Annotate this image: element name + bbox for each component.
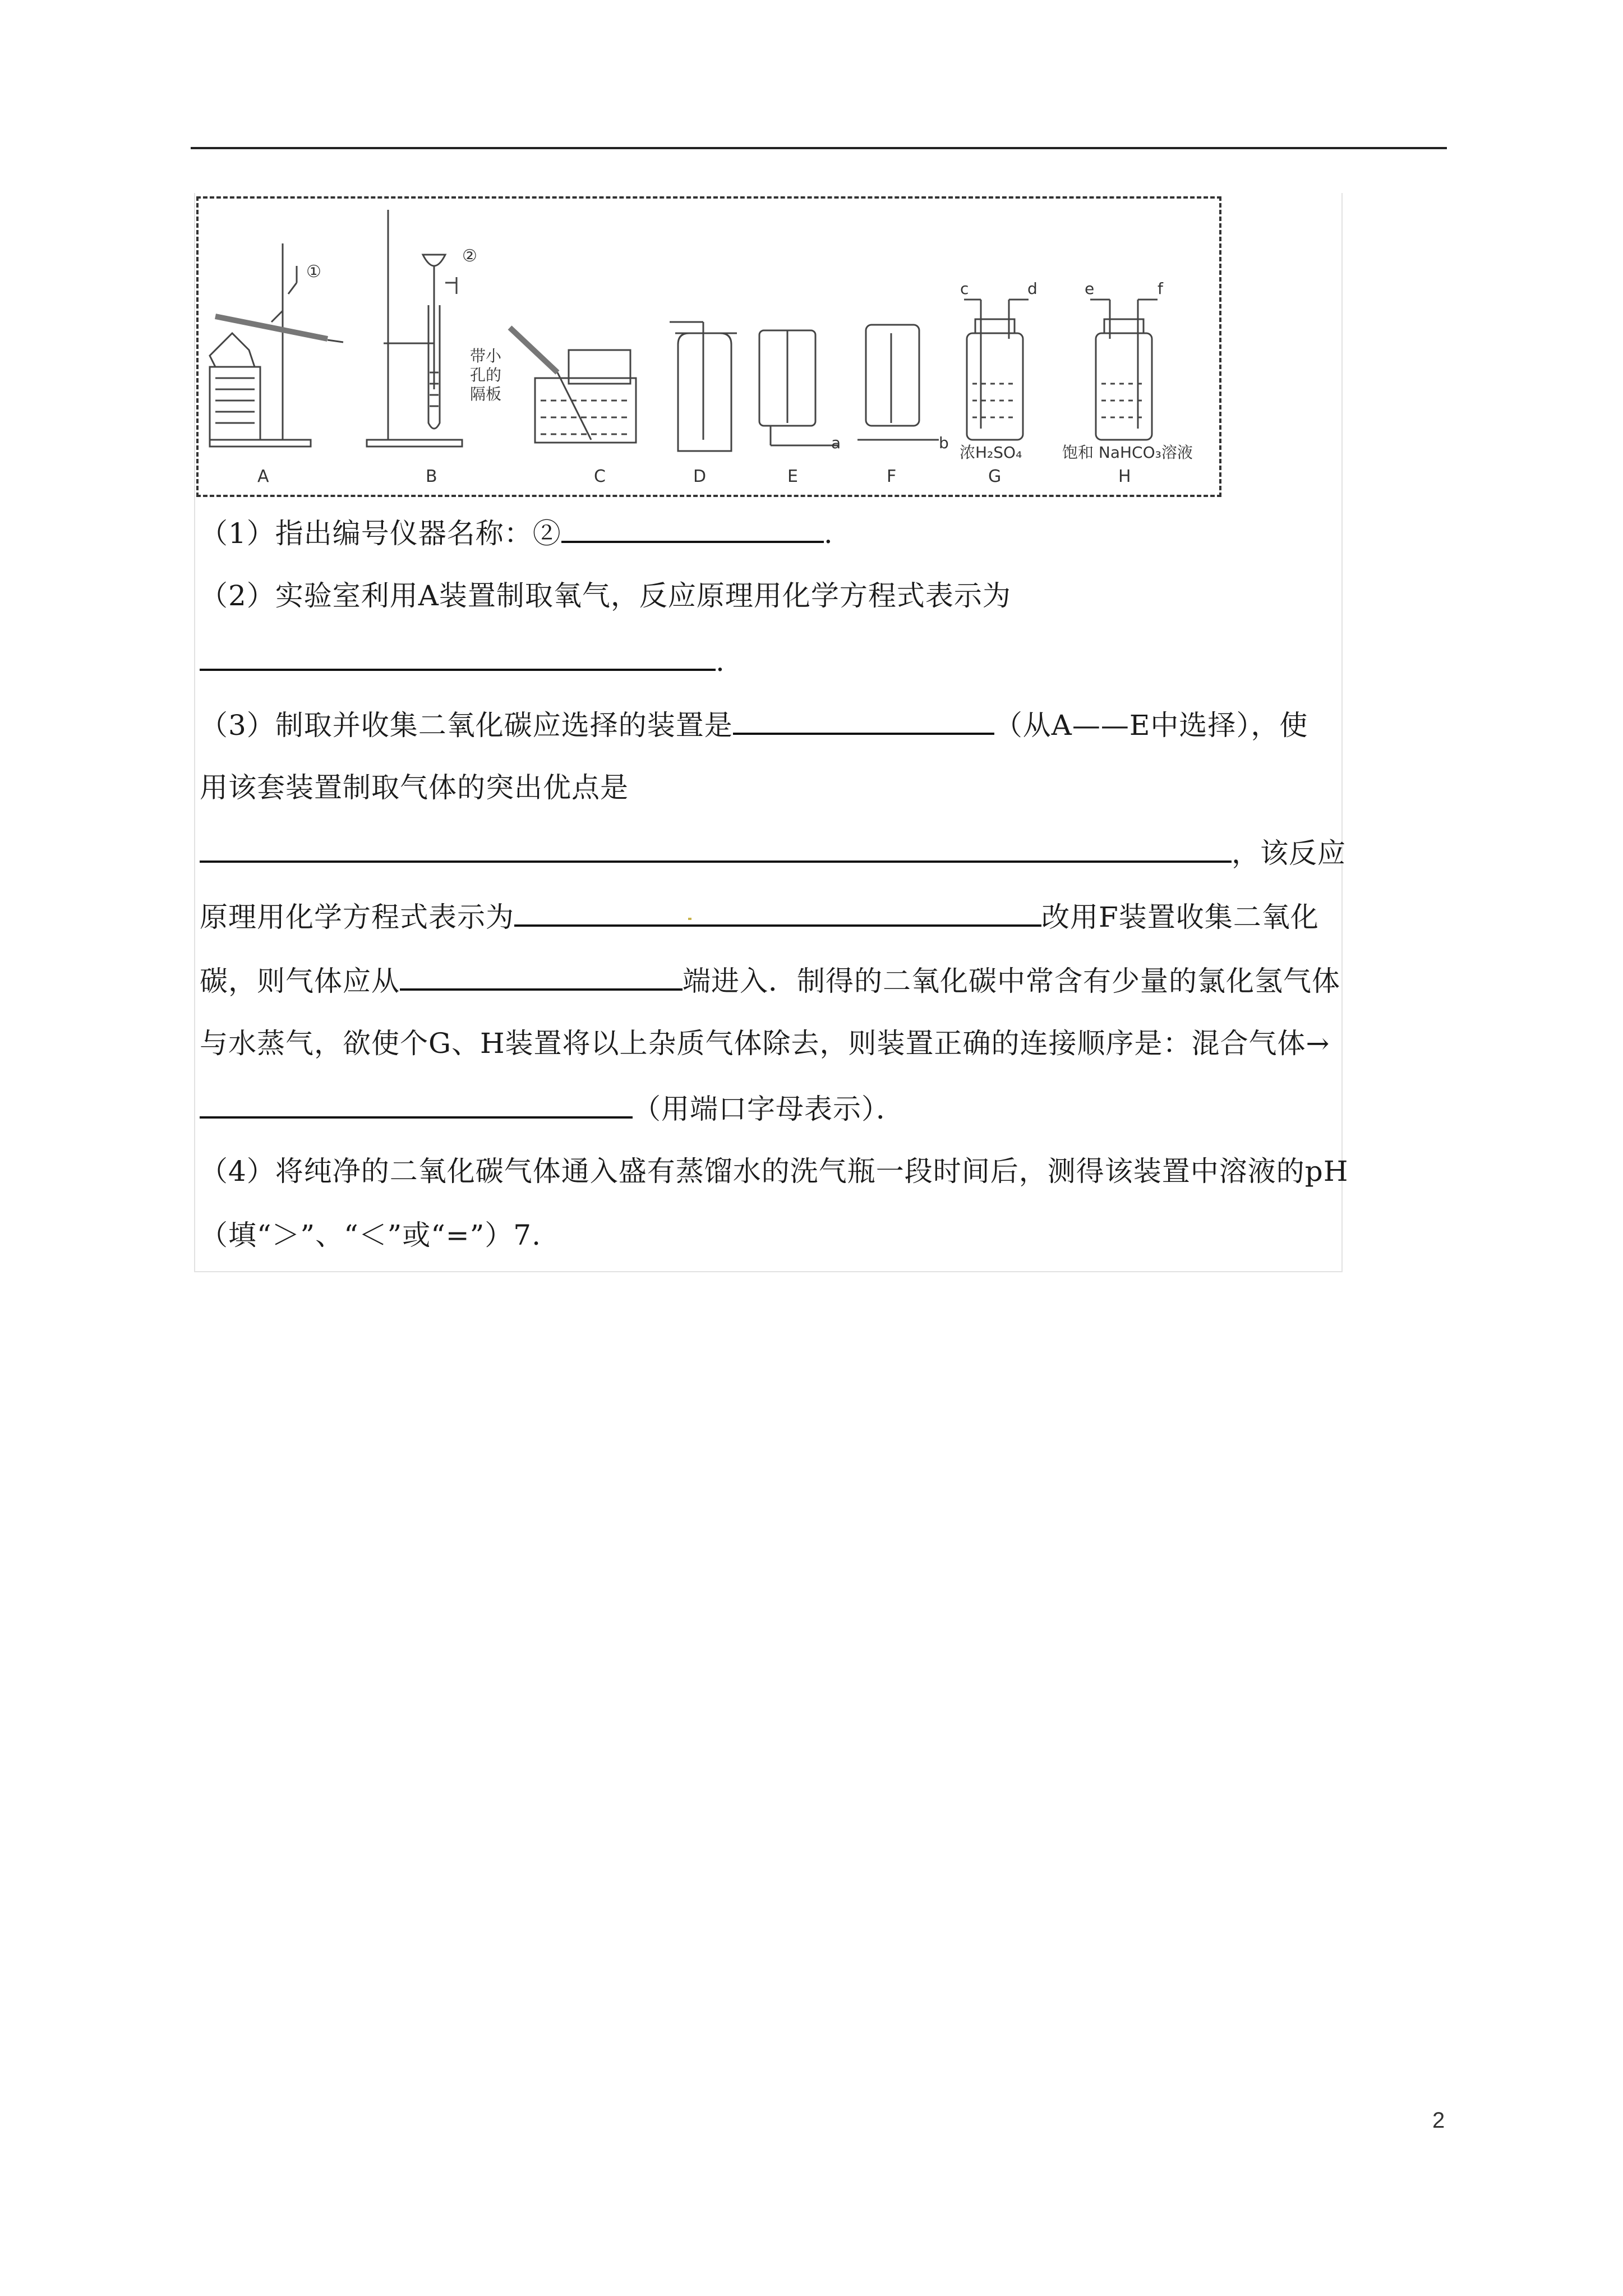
q4-prompt: （4）将纯净的二氧化碳气体通入盛有蒸馏水的洗气瓶一段时间后，测得该装置中溶液的pH <box>200 1155 1349 1188</box>
q3-line-4 <box>200 898 1319 935</box>
q2-line-1 <box>200 578 1011 614</box>
q3-f-device-text: 改用F装置收集二氧化 <box>1041 901 1319 933</box>
q4-choice-text: （填“＞”、“＜”或“=”）7. <box>200 1219 541 1251</box>
q2-suffix: . <box>716 645 725 678</box>
header-rule <box>191 147 1447 149</box>
apparatus-g <box>964 300 1029 440</box>
q3-line-5 <box>200 961 1340 999</box>
caption-e: E <box>787 467 798 486</box>
plate-label-1: 带小 <box>470 347 502 365</box>
plate-label-3: 隔板 <box>470 385 502 403</box>
q3-hint: （从A——E中选择），使 <box>994 709 1308 742</box>
q1-answer-blank[interactable] <box>561 514 824 543</box>
reagent-g: 浓H₂SO₄ <box>960 443 1022 462</box>
caption-f: F <box>887 467 897 486</box>
port-f: f <box>1158 279 1163 298</box>
q2-answer-blank[interactable] <box>200 642 716 671</box>
q3-port-blank[interactable] <box>400 961 683 991</box>
apparatus-figure <box>196 196 1221 497</box>
q3-equation-blank[interactable] <box>514 898 1041 927</box>
apparatus-b <box>367 210 462 447</box>
q3-advantage-blank[interactable] <box>200 834 1232 863</box>
q2-prompt: （2）实验室利用A装置制取氧气，反应原理用化学方程式表示为 <box>200 579 1011 612</box>
apparatus-e <box>759 330 838 445</box>
marker-1: ① <box>306 262 321 282</box>
port-c: c <box>960 279 969 298</box>
q3-order-hint: （用端口字母表示）． <box>633 1093 905 1125</box>
caption-g: G <box>988 467 1002 486</box>
q3-port-prompt: 碳，则气体应从 <box>200 965 400 997</box>
caption-c: C <box>594 467 606 486</box>
apparatus-a <box>210 243 343 447</box>
q3-line-2 <box>200 770 629 806</box>
port-b: b <box>939 434 949 452</box>
q4-line-2 <box>200 1217 541 1253</box>
q3-line-6 <box>200 1025 1330 1061</box>
q3-order-prompt: 与水蒸气，欲使个G、H装置将以上杂质气体除去，则装置正确的连接顺序是：混合气体→ <box>200 1027 1330 1060</box>
port-a: a <box>831 434 841 452</box>
caption-h: H <box>1118 467 1131 486</box>
plate-label-2: 孔的 <box>470 366 502 384</box>
caption-b: B <box>426 467 437 486</box>
q2-line-2 <box>200 642 725 679</box>
q4-line-1 <box>200 1153 1348 1189</box>
q3-device-blank[interactable] <box>733 706 994 735</box>
stray-mark <box>688 918 691 920</box>
caption-d: D <box>693 467 707 486</box>
apparatus-d <box>670 322 737 451</box>
q3-prompt: （3）制取并收集二氧化碳应选择的装置是 <box>200 709 733 742</box>
port-d: d <box>1027 279 1038 298</box>
page-number: 2 <box>1432 2108 1445 2133</box>
q1-prompt: （1）指出编号仪器名称：② <box>200 517 561 550</box>
q3-equation-prompt: 原理用化学方程式表示为 <box>200 901 514 933</box>
apparatus-f <box>857 325 939 440</box>
q1-line <box>200 514 833 551</box>
q3-advantage-prompt: 用该套装置制取气体的突出优点是 <box>200 771 629 804</box>
apparatus-diagram <box>199 199 1219 495</box>
q3-line-3 <box>200 834 1346 871</box>
apparatus-c <box>510 328 636 443</box>
q3-line-7 <box>200 1089 905 1127</box>
port-e: e <box>1085 279 1095 298</box>
q3-reaction-prompt-tail: ，该反应 <box>1232 837 1346 869</box>
q3-impurity-text: 端进入．制得的二氧化碳中常含有少量的氯化氢气体 <box>683 965 1340 997</box>
q3-order-blank[interactable] <box>200 1089 633 1119</box>
caption-a: A <box>257 467 269 486</box>
marker-2: ② <box>462 246 477 266</box>
reagent-h: 饱和 NaHCO₃溶液 <box>1062 443 1193 462</box>
q1-suffix: . <box>823 517 833 550</box>
q3-line-1 <box>200 706 1308 743</box>
apparatus-h <box>1090 300 1158 440</box>
